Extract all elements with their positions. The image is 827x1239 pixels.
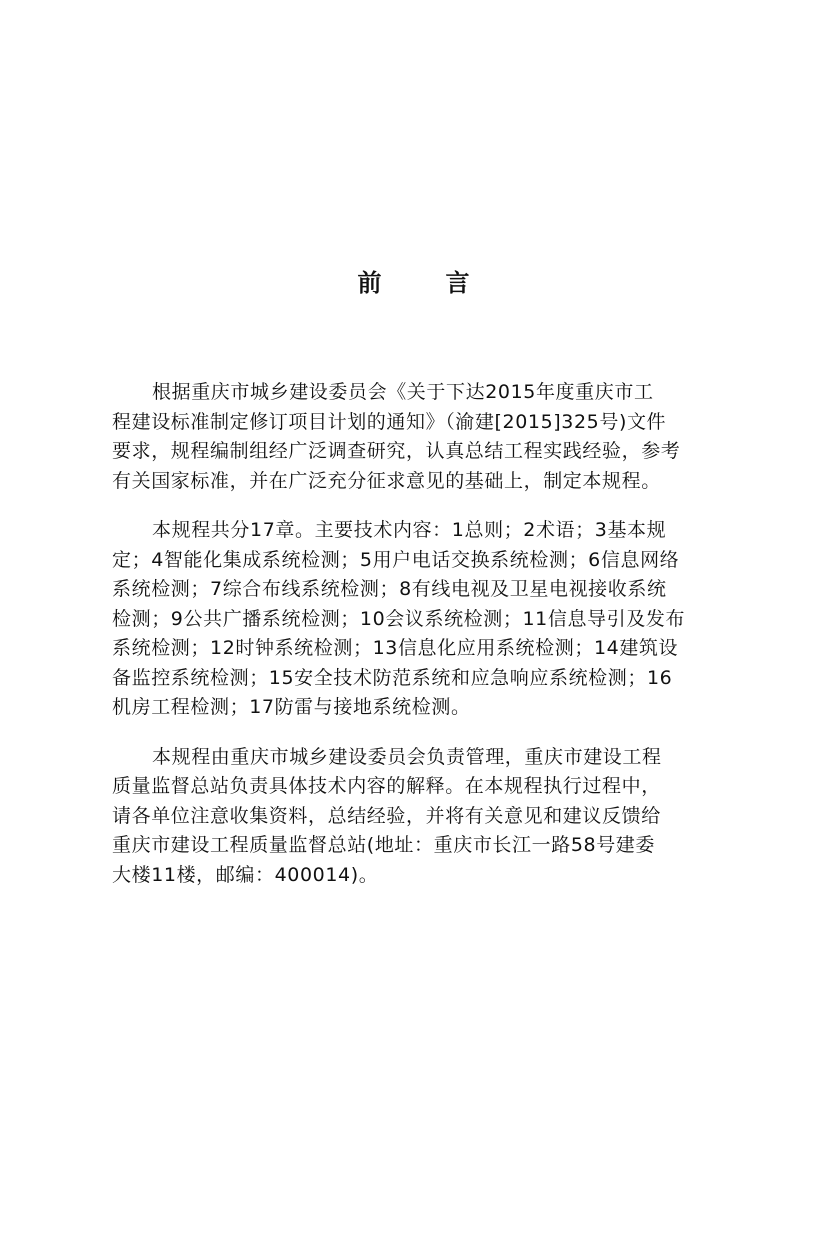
paragraph-1 [112,378,720,496]
paragraph-line: 系统检测；12时钟系统检测；13信息化应用系统检测；14建筑设 [112,637,679,659]
preface-body [112,378,720,910]
paragraph-line: 定；4智能化集成系统检测；5用户电话交换系统检测；6信息网络 [112,548,680,571]
page-title: 前 言 [357,269,490,297]
paragraph-line: 要求，规程编制组经广泛调查研究，认真总结工程实践经验，参考 [112,440,681,462]
paragraph-line: 大楼11楼，邮编：400014)。 [112,863,379,886]
paragraph-line: 程建设标准制定修订项目计划的通知》（渝建[2015]325号)文件 [112,410,667,433]
paragraph-line: 有关国家标准，并在广泛充分征求意见的基础上，制定本规程。 [112,469,661,492]
paragraph-3 [112,743,720,891]
paragraph-line: 系统检测；7综合布线系统检测；8有线电视及卫星电视接收系统 [112,578,667,600]
paragraph-line: 请各单位注意收集资料，总结经验，并将有关意见和建议反馈给 [112,804,661,827]
paragraph-line: 重庆市建设工程质量监督总站(地址：重庆市长江一路58号建委 [112,834,655,856]
paragraph-line: 本规程共分17章。主要技术内容：1总则；2术语；3基本规 [152,519,667,541]
paragraph-2 [112,516,720,723]
paragraph-line: 本规程由重庆市城乡建设委员会负责管理，重庆市建设工程 [152,745,662,768]
paragraph-line: 检测；9公共广播系统检测；10会议系统检测；11信息导引及发布 [112,607,686,630]
paragraph-line: 备监控系统检测；15安全技术防范系统和应急响应系统检测；16 [112,666,673,689]
paragraph-line: 机房工程检测；17防雷与接地系统检测。 [112,696,471,718]
paragraph-line: 根据重庆市城乡建设委员会《关于下达2015年度重庆市工 [152,381,654,403]
paragraph-line: 质量监督总站负责具体技术内容的解释。在本规程执行过程中， [112,775,661,797]
